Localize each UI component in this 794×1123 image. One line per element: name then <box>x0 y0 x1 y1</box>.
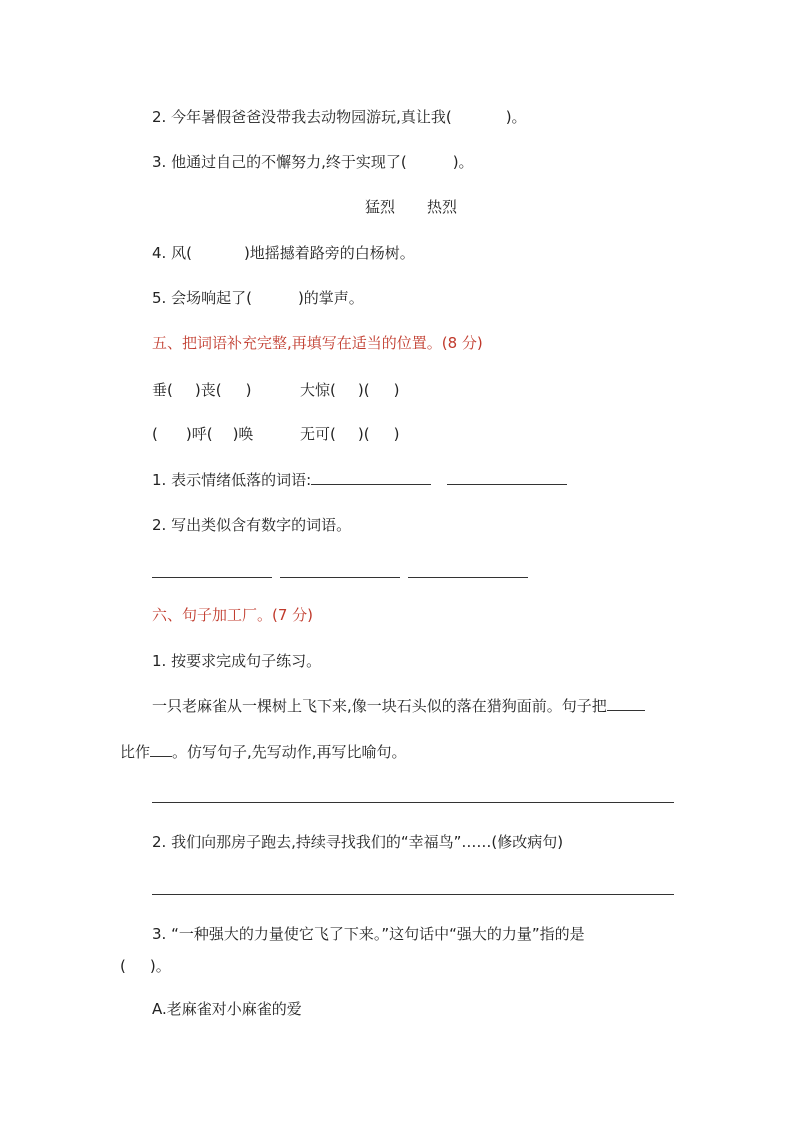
q5-item-1-text: 1. 表示情绪低落的词语: <box>152 471 312 489</box>
q6-item-3-paren: ( <box>120 957 126 975</box>
word-4b: )( <box>357 425 370 443</box>
q5-heading: 五、把词语补充完整,再填写在适当的位置。(8 分) <box>152 334 483 352</box>
answer-line[interactable] <box>607 696 645 711</box>
q4-sentence-4-text: 4. 风( <box>152 244 192 262</box>
q4-sentence-5 <box>152 288 364 308</box>
word-3a: ( <box>152 425 158 443</box>
q4-sentence-2 <box>152 107 527 127</box>
answer-line[interactable] <box>447 470 567 485</box>
q6-item-1: 1. 按要求完成句子练习。 <box>152 652 322 670</box>
word-4c: ) <box>393 425 400 443</box>
answer-line[interactable] <box>152 894 674 895</box>
word-3c: )唤 <box>232 425 254 443</box>
q6-option-a: A.老麻雀对小麻雀的爱 <box>152 1000 302 1018</box>
q5-word-row-2 <box>152 424 253 444</box>
word-1c: ) <box>245 381 252 399</box>
q6-sentence-text: 一只老麻雀从一棵树上飞下来,像一块石头似的落在猎狗面前。句子把 <box>152 697 607 715</box>
answer-line[interactable] <box>150 742 172 757</box>
q4-sentence-3-text: 3. 他通过自己的不懈努力,终于实现了( <box>152 153 407 171</box>
q6-item-3-cont <box>120 956 171 976</box>
word-1a: 垂( <box>152 381 173 399</box>
q6-sentence <box>152 696 645 716</box>
q5-word-row-2b <box>300 424 399 444</box>
q4-sentence-4-end: )地摇撼着路旁的白杨树。 <box>243 244 415 262</box>
q5-item-2: 2. 写出类似含有数字的词语。 <box>152 516 352 534</box>
q4-word-choices <box>365 197 457 217</box>
answer-line[interactable] <box>152 577 272 578</box>
q5-word-row-1b <box>300 380 399 400</box>
q6-heading: 六、句子加工厂。(7 分) <box>152 606 314 624</box>
q4-sentence-2-text: 2. 今年暑假爸爸没带我去动物园游玩,真让我( <box>152 108 452 126</box>
q5-word-row-1 <box>152 380 251 400</box>
q4-sentence-5-end: )的掌声。 <box>297 289 364 307</box>
q4-sentence-4 <box>152 243 415 263</box>
q4-sentence-3-end: )。 <box>452 153 474 171</box>
q6-item-2: 2. 我们向那房子跑去,持续寻找我们的“幸福鸟”……(修改病句) <box>152 833 564 851</box>
q6-item-3: 3. “一种强大的力量使它飞了下来。”这句话中“强大的力量”指的是 <box>152 925 585 943</box>
word-choice-b: 热烈 <box>427 198 458 216</box>
word-2c: ) <box>393 381 400 399</box>
q6-compare-label: 比作 <box>120 743 151 761</box>
word-4a: 无可( <box>300 425 336 443</box>
q4-sentence-3 <box>152 152 474 172</box>
q6-sentence-cont <box>120 742 407 762</box>
word-2b: )( <box>357 381 370 399</box>
q4-sentence-5-text: 5. 会场响起了( <box>152 289 252 307</box>
word-choice-a: 猛烈 <box>365 198 396 216</box>
word-1b: )丧( <box>194 381 222 399</box>
q6-item-3-end: )。 <box>149 957 171 975</box>
word-3b: )呼( <box>185 425 213 443</box>
word-2a: 大惊( <box>300 381 336 399</box>
answer-line[interactable] <box>311 470 431 485</box>
q6-compare-instructions: 。仿写句子,先写动作,再写比喻句。 <box>172 743 407 761</box>
q4-sentence-2-end: )。 <box>505 108 527 126</box>
answer-line[interactable] <box>280 577 400 578</box>
answer-line[interactable] <box>152 802 674 803</box>
answer-line[interactable] <box>408 577 528 578</box>
q5-item-1 <box>152 470 567 490</box>
